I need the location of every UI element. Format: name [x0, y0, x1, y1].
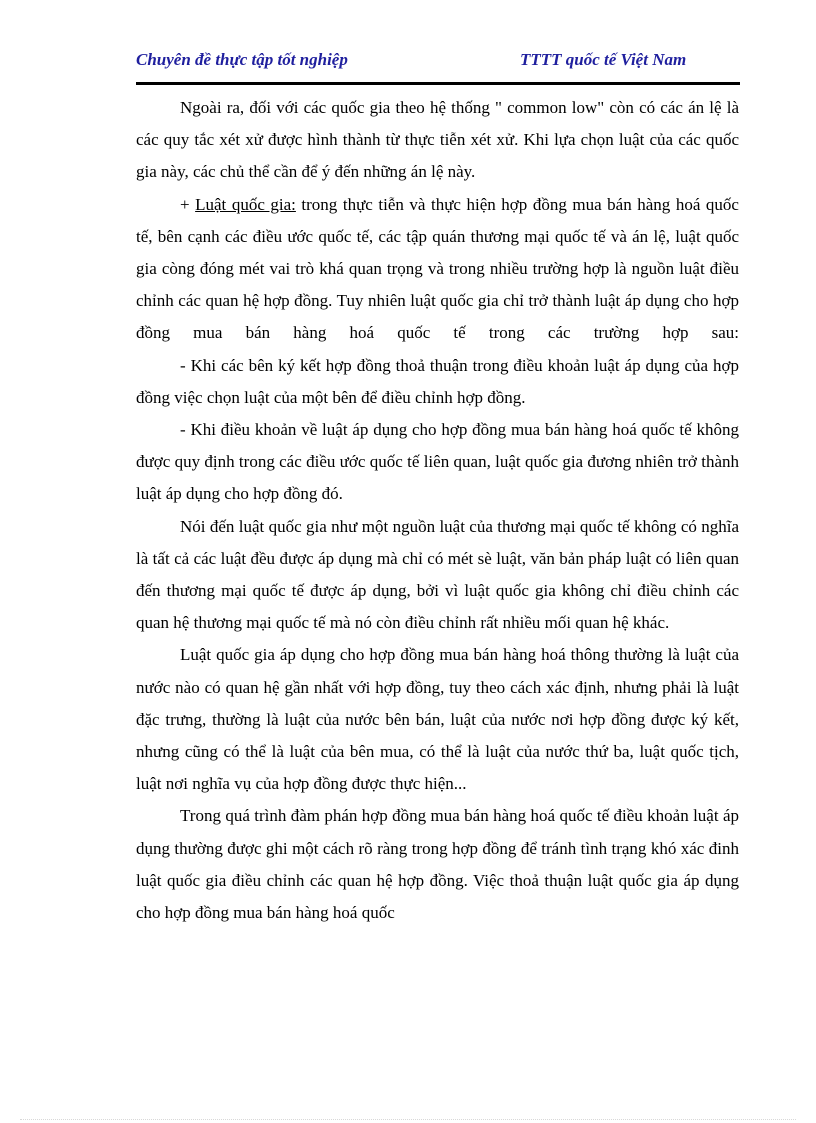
header-document-title: Chuyên đề thực tập tốt nghiệp [136, 50, 348, 69]
national-law-body: trong thực tiễn và thực hiện hợp đồng mua bán hàng hoá quốc tế, bên cạnh các điều ước quốc tế, các tập quán thương mại quốc tế và án lệ, luật quốc gia còng đóng mét vai trò khá quan trọng và trong nhiều trường hợp là nguồn luật điều chỉnh các quan hệ hợp đồng. Tuy nhiên luật quốc gia chỉ trở thành luật áp dụng cho hợp đồng mua bán hàng hoá quốc tế trong các trường hợp sau: [136, 194, 739, 343]
paragraph-case-party-choice: - Khi các bên ký kết hợp đồng thoả thuận trong điều khoản luật áp dụng của hợp đồng việc chọn luật của một bên để điều chỉnh hợp đồng. [136, 355, 739, 407]
paragraph-national-law-source: Nói đến luật quốc gia như một nguồn luật của thương mại quốc tế không có nghĩa là tất cả các luật đều được áp dụng mà chỉ có mét sè luật, văn bản pháp luật có liên quan đến thương mại quốc tế được áp dụng, bởi vì luật quốc gia không chỉ điều chỉnh các quan hệ thương mại quốc tế mà nó còn điều chỉnh rất nhiều mối quan hệ khác. [136, 516, 739, 633]
paragraph-negotiation: Trong quá trình đàm phán hợp đồng mua bán hàng hoá quốc tế điều khoản luật áp dụng thường được ghi một cách rõ ràng trong hợp đồng để tránh tình trạng khó xác đinh luật quốc gia điều chỉnh các quan hệ hợp đồng. Việc thoả thuận luật quốc gia áp dụng cho hợp đồng mua bán hàng hoá quốc [136, 806, 739, 923]
national-law-bullet: + [180, 194, 196, 214]
document-body [136, 92, 739, 929]
paragraph-applicable-law: Luật quốc gia áp dụng cho hợp đồng mua bán hàng hoá thông thường là luật của nước nào có quan hệ gần nhất với hợp đồng, tuy theo cách xác định, nhưng phải là luật đặc trưng, thường là luật của nước bên bán, luật của nước nơi hợp đồng được ký kết, nhưng cũng có thể là luật của bên mua, có thể là luật của nước thứ ba, luật quốc tịch, luật nơi nghĩa vụ của hợp đồng được thực hiện... [136, 645, 739, 794]
national-law-term: Luật quốc gia: [195, 194, 296, 214]
paragraph-common-law: Ngoài ra, đối với các quốc gia theo hệ thống " common low" còn có các án lệ là các quy tắc xét xử được hình thành từ thực tiễn xét xử. Khi lựa chọn luật của các quốc gia này, các chủ thể cần để ý đến những án lệ này. [136, 98, 739, 182]
footer-divider [20, 1119, 796, 1120]
paragraph-national-law [136, 189, 739, 350]
paragraph-case-not-regulated: - Khi điều khoản về luật áp dụng cho hợp đồng mua bán hàng hoá quốc tế không được quy định trong các điều ước quốc tế liên quan, luật quốc gia đương nhiên trở thành luật áp dụng cho hợp đồng đó. [136, 420, 739, 504]
page-header [136, 46, 740, 85]
header-organization: TTTT quốc tế Việt Nam [520, 50, 687, 69]
